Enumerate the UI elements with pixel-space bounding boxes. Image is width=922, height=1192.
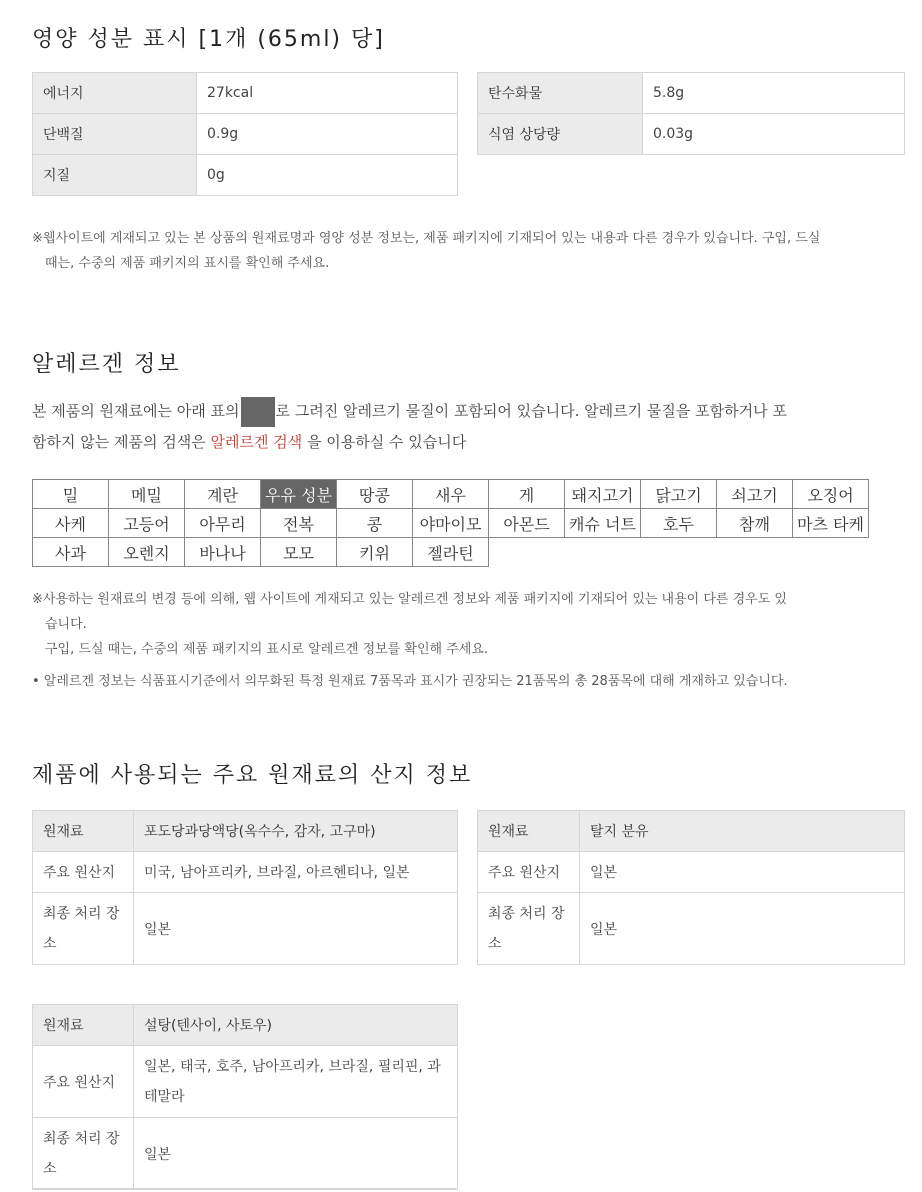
allergen-cell: 땅콩 [337, 480, 413, 509]
nutrition-row [33, 155, 458, 196]
origin-label: 주요 원산지 [478, 852, 580, 893]
allergen-cell: 야마이모 [413, 509, 489, 538]
origin-table-2 [477, 810, 905, 965]
allergen-row [33, 480, 869, 509]
nutrient-value: 0.9g [197, 114, 458, 155]
allergen-cell: 전복 [261, 509, 337, 538]
allergen-cell: 마츠 타케 [793, 509, 869, 538]
origin-table-1 [32, 810, 458, 965]
allergen-cell: 게 [489, 480, 565, 509]
allergen-cell-empty [641, 538, 717, 567]
origin-label: 원재료 [478, 811, 580, 852]
allergen-cell: 바나나 [185, 538, 261, 567]
nutrition-note-line1: ※웹사이트에 게재되고 있는 본 상품의 원재료명과 영양 성분 정보는, 제품 패키지에 기재되어 있는 내용과 다른 경우가 있습니다. 구입, 드실 [32, 231, 821, 246]
origin-row [478, 893, 905, 965]
allergen-grid [32, 479, 869, 567]
origin-row [478, 852, 905, 893]
ingredient-name: 탈지 분유 [580, 811, 905, 852]
allergen-cell-empty [489, 538, 565, 567]
origin-row [33, 852, 458, 893]
origin-row [33, 893, 458, 965]
allergen-cell: 키위 [337, 538, 413, 567]
origin-label: 최종 처리 장소 [33, 1118, 134, 1190]
allergen-title: 알레르겐 정보 [32, 352, 181, 377]
allergen-cell: 고등어 [109, 509, 185, 538]
allergen-description [32, 396, 787, 458]
ingredient-name: 설탕(텐사이, 사토우) [134, 1005, 458, 1046]
nutrition-table-right [477, 72, 905, 155]
allergen-cell: 사케 [33, 509, 109, 538]
final-processing-value: 일본 [134, 1118, 458, 1190]
allergen-highlight-swatch [241, 397, 275, 427]
nutrient-value: 0.03g [643, 114, 905, 155]
allergen-cell: 메밀 [109, 480, 185, 509]
nutrient-label: 탄수화물 [478, 73, 643, 114]
allergen-cell: 캐슈 너트 [565, 509, 641, 538]
allergen-cell: 계란 [185, 480, 261, 509]
allergen-cell: 젤라틴 [413, 538, 489, 567]
nutrition-table-left [32, 72, 458, 196]
nutrient-value: 27kcal [197, 73, 458, 114]
allergen-cell: 닭고기 [641, 480, 717, 509]
nutrient-value: 0g [197, 155, 458, 196]
origin-label: 원재료 [33, 1005, 134, 1046]
nutrient-label: 에너지 [33, 73, 197, 114]
allergen-desc-line2-part1: 함하지 않는 제품의 검색은 [32, 433, 206, 451]
allergen-cell: 쇠고기 [717, 480, 793, 509]
nutrition-row [478, 114, 905, 155]
final-processing-value: 일본 [580, 893, 905, 965]
allergen-cell-empty [793, 538, 869, 567]
allergen-search-link[interactable]: 알레르겐 검색 [210, 433, 303, 451]
allergen-cell: 참깨 [717, 509, 793, 538]
nutrient-label: 지질 [33, 155, 197, 196]
allergen-desc-part1: 본 제품의 원재료에는 아래 표의 [32, 402, 240, 420]
allergen-cell: 새우 [413, 480, 489, 509]
nutrient-label: 식염 상당량 [478, 114, 643, 155]
main-origin-value: 미국, 남아프리카, 브라질, 아르헨티나, 일본 [134, 852, 458, 893]
nutrition-row [33, 73, 458, 114]
allergen-cell-empty [717, 538, 793, 567]
origin-row [33, 811, 458, 852]
origin-label: 주요 원산지 [33, 1046, 134, 1118]
allergen-cell: 아몬드 [489, 509, 565, 538]
final-processing-value: 일본 [134, 893, 458, 965]
allergen-cell: 호두 [641, 509, 717, 538]
nutrient-label: 단백질 [33, 114, 197, 155]
origin-row [33, 1046, 458, 1118]
allergen-cell: 아무리 [185, 509, 261, 538]
nutrition-note [32, 226, 820, 276]
allergen-cell-empty [565, 538, 641, 567]
origin-row [33, 1005, 458, 1046]
nutrition-row [478, 73, 905, 114]
bottom-divider [32, 1188, 456, 1189]
origin-label: 원재료 [33, 811, 134, 852]
allergen-cell: 모모 [261, 538, 337, 567]
allergen-note-line1: ※사용하는 원재료의 변경 등에 의해, 웹 사이트에 게재되고 있는 알레르겐 정보와 제품 패키지에 기재되어 있는 내용이 다른 경우도 있 [32, 592, 787, 607]
main-origin-value: 일본, 태국, 호주, 남아프리카, 브라질, 필리핀, 과테말라 [134, 1046, 458, 1118]
ingredient-name: 포도당과당액당(옥수수, 감자, 고구마) [134, 811, 458, 852]
origin-row [33, 1118, 458, 1190]
origin-title: 제품에 사용되는 주요 원재료의 산지 정보 [32, 763, 473, 788]
main-origin-value: 일본 [580, 852, 905, 893]
origin-label: 최종 처리 장소 [478, 893, 580, 965]
allergen-row [33, 509, 869, 538]
nutrition-row [33, 114, 458, 155]
allergen-desc-part2: 로 그려진 알레르기 물질이 포함되어 있습니다. 알레르기 물질을 포함하거나 포 [275, 402, 787, 420]
allergen-row [33, 538, 869, 567]
origin-label: 최종 처리 장소 [33, 893, 134, 965]
origin-label: 주요 원산지 [33, 852, 134, 893]
nutrition-title: 영양 성분 표시 [1개 (65ml) 당] [32, 27, 385, 52]
origin-row [478, 811, 905, 852]
allergen-cell: 오렌지 [109, 538, 185, 567]
allergen-cell: 사과 [33, 538, 109, 567]
allergen-cell: 오징어 [793, 480, 869, 509]
allergen-desc-line2-part2: 을 이용하실 수 있습니다 [306, 433, 467, 451]
allergen-cell-contained: 우유 성분 [261, 480, 337, 509]
allergen-cell: 콩 [337, 509, 413, 538]
allergen-note-line2: 습니다. [45, 617, 87, 632]
allergen-note-line3: 구입, 드실 때는, 수중의 제품 패키지의 표시로 알레르겐 정보를 확인해 주세요. [45, 642, 489, 657]
allergen-note [32, 587, 787, 662]
nutrition-note-line2: 때는, 수중의 제품 패키지의 표시를 확인해 주세요. [45, 256, 330, 271]
nutrient-value: 5.8g [643, 73, 905, 114]
origin-table-3 [32, 1004, 458, 1190]
allergen-cell: 돼지고기 [565, 480, 641, 509]
allergen-bullet-note: • 알레르겐 정보는 식품표시기준에서 의무화된 특정 원재료 7품목과 표시가 권장되는 21품목의 총 28품목에 대해 게재하고 있습니다. [32, 674, 788, 689]
allergen-cell: 밀 [33, 480, 109, 509]
